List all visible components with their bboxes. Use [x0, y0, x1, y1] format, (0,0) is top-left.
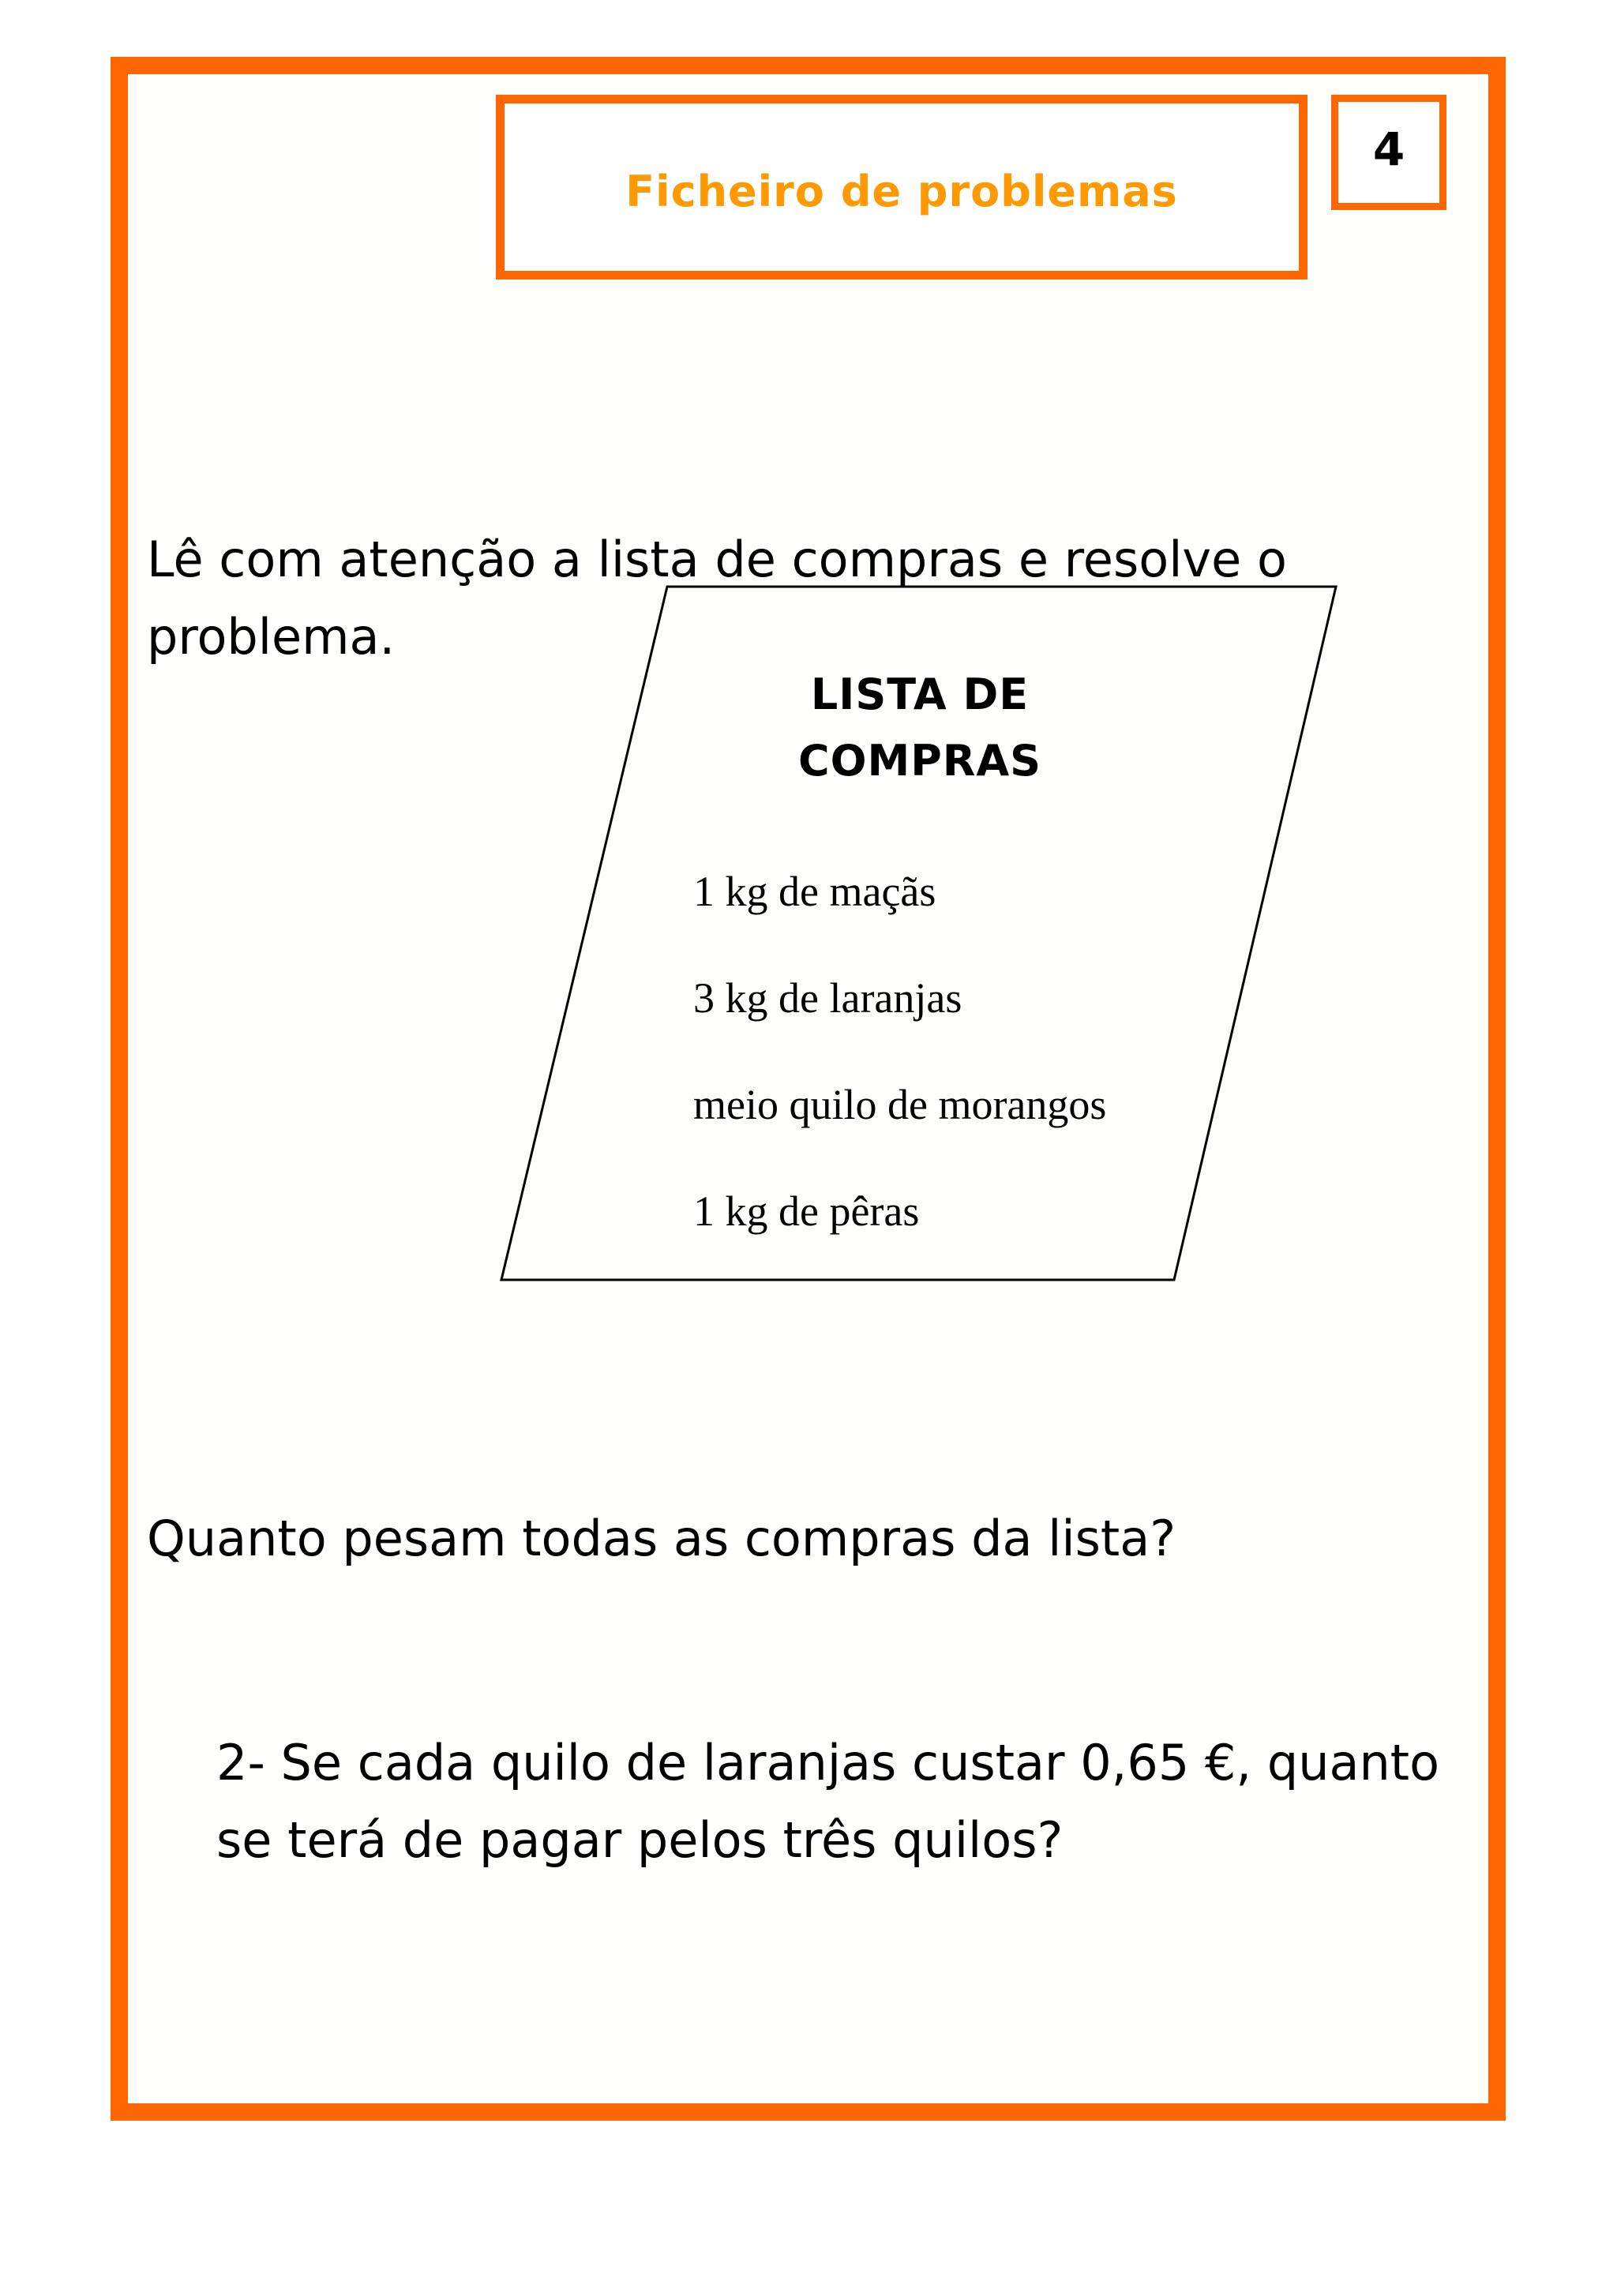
card-number-box — [1331, 95, 1446, 210]
list-item: 1 kg de maçãs — [693, 868, 936, 915]
worksheet-title: Ficheiro de problemas — [625, 166, 1178, 216]
card-number: 4 — [1372, 122, 1405, 176]
shopping-list-title-line-2: COMPRAS — [797, 736, 1042, 786]
question-2: 2- Se cada quilo de laranjas custar 0,65 €, quanto se terá de pagar pelos três quilos? — [216, 1734, 1440, 1869]
instruction-text: Lê com atenção a lista de compras e resolve o problema. — [147, 531, 1287, 666]
list-item: 3 kg de laranjas — [693, 974, 962, 1022]
question-1: Quanto pesam todas as compras da lista? — [147, 1510, 1176, 1567]
shopping-list-title-line-1: LISTA DE — [810, 670, 1030, 719]
shopping-list-title — [742, 662, 1097, 794]
shopping-list-items — [693, 838, 1106, 1265]
title-box — [496, 95, 1307, 279]
list-item: 1 kg de pêras — [693, 1187, 920, 1235]
list-item: meio quilo de morangos — [693, 1081, 1107, 1128]
